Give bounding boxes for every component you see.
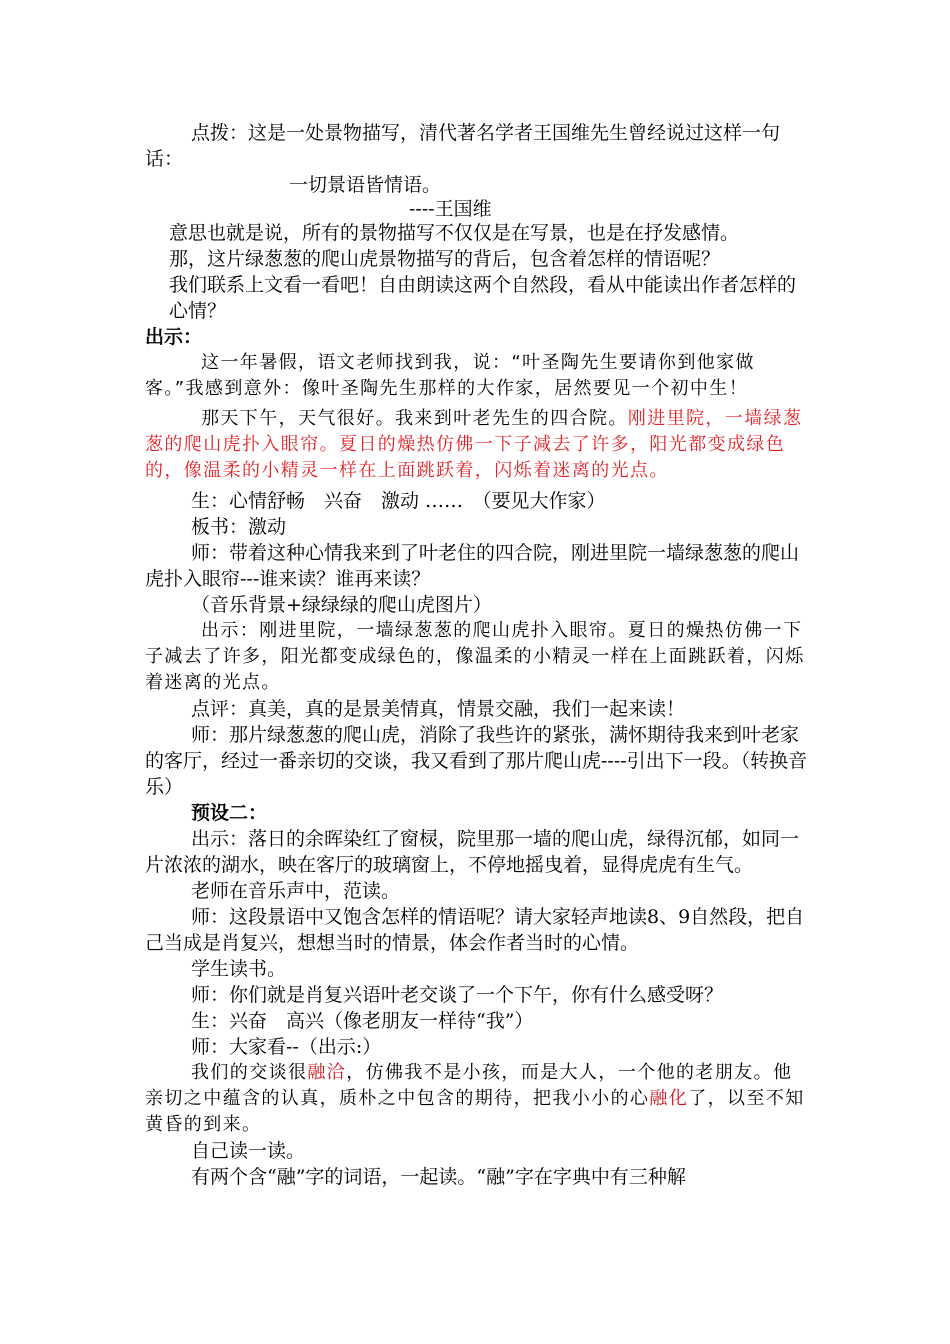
paragraph-reading-task: 我们联系上文看一看吧！自由朗读这两个自然段，看从中能读出作者怎样的心情？ xyxy=(169,274,797,322)
show-excerpt-repeat: 出示：刚进里院，一墙绿葱葱的爬山虎扑入眼帘。夏日的燥热仿佛一下子减去了许多，阳光都变成绿色的，像温柔的小精灵一样在上面跳跃着，闪烁着迷离的光点。 xyxy=(145,620,805,693)
harmony-text-3: 了，以至不知黄昏的到来。 xyxy=(145,1088,805,1135)
excerpt-summer: 这一年暑假，语文老师找到我，说：“叶圣陶先生要请你到他家做客。”我感到意外：像叶圣陶先生那样的大作家，居然要见一个初中生！ xyxy=(145,352,755,399)
board-note: 板书：激动 xyxy=(191,516,287,538)
harmony-text-2: ，仿佛我不是小孩，而是大人，一个他的老朋友。他亲切之中蕴含的认真，质朴之中包含的期待，把我小小的心 xyxy=(145,1062,793,1109)
rong-word-line: 有两个含“融”字的词语，一起读。“融”字在字典中有三种解 xyxy=(191,1166,686,1188)
student-answer-1: 生：心情舒畅 兴奋 激动 …… （要见大作家） xyxy=(191,490,606,512)
show-label: 出示： xyxy=(145,326,203,348)
teacher-line-4: 师：你们就是肖复兴语叶老交谈了一个下午，你有什么感受呀？ xyxy=(191,984,724,1006)
harmony-word-2: 融化 xyxy=(649,1088,689,1109)
quote-author: ----王国维 xyxy=(409,198,492,220)
teacher-reading-note: 老师在音乐声中，范读。 xyxy=(191,880,401,902)
teacher-line-3: 师：这段景语中又饱含怎样的情语呢？请大家轻声地读8、9自然段，把自己当成是肖复兴，想想当时的情景，体会作者当时的心情。 xyxy=(145,906,805,954)
harmony-word-1: 融洽 xyxy=(307,1062,347,1083)
teacher-line-1: 师：带着这种心情我来到了叶老住的四合院，刚进里院一墙绿葱葱的爬山虎扑入眼帘---谁来读？谁再来读？ xyxy=(145,542,800,590)
student-answer-2: 生：兴奋 高兴（像老朋友一样待“我”） xyxy=(191,1010,534,1032)
paragraph-question: 那，这片绿葱葱的爬山虎景物描写的背后，包含着怎样的情语呢？ xyxy=(169,248,721,270)
self-read-note: 自己读一读。 xyxy=(191,1140,306,1162)
paragraph-tip: 点拨：这是一处景物描写，清代著名学者王国维先生曾经说过这样一句话： xyxy=(145,122,781,170)
comment-line: 点评：真美，真的是景美情真，情景交融，我们一起来读！ xyxy=(191,698,686,720)
teacher-line-5: 师：大家看--（出示:） xyxy=(191,1036,382,1058)
quote-line: 一切景语皆情语。 xyxy=(289,174,442,196)
show-harmony-excerpt xyxy=(145,1060,810,1138)
excerpt-afternoon-plain: 那天下午，天气很好。我来到叶老先生的四合院。 xyxy=(201,408,628,429)
excerpt-afternoon-highlight: 刚进里院，一墙绿葱葱的爬山虎扑入眼帘。夏日的燥热仿佛一下子减去了许多，阳光都变成绿色的，像温柔的小精灵一样在上面跳跃着，闪烁着迷离的光点。 xyxy=(145,408,803,481)
music-note: （音乐背景+绿绿绿的爬山虎图片） xyxy=(191,594,492,616)
document-page xyxy=(145,120,810,1190)
excerpt-afternoon xyxy=(145,406,810,484)
harmony-text-1: 我们的交谈很 xyxy=(191,1062,308,1083)
student-reading-note: 学生读书。 xyxy=(191,958,287,980)
show-sunset-excerpt: 出示：落日的余晖染红了窗棂，院里那一墙的爬山虎，绿得沉郁，如同一片浓浓的湖水，映在客厅的玻璃窗上，不停地摇曳着，显得虎虎有生气。 xyxy=(145,828,800,876)
preset-two-heading: 预设二： xyxy=(191,802,268,824)
teacher-line-2: 师：那片绿葱葱的爬山虎，消除了我些许的紧张，满怀期待我来到叶老家的客厅，经过一番亲切的交谈，我又看到了那片爬山虎----引出下一段。（转换音乐） xyxy=(145,724,808,798)
paragraph-meaning: 意思也就是说，所有的景物描写不仅仅是在写景，也是在抒发感情。 xyxy=(169,222,740,244)
